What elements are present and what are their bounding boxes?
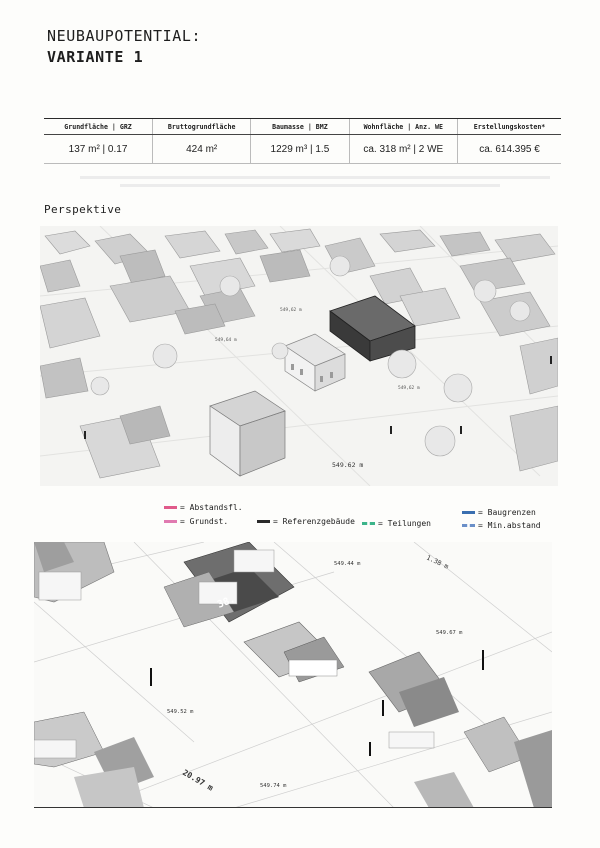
legend-label: = Grundst. — [180, 517, 229, 526]
page-title — [47, 26, 201, 68]
grundst-swatch — [164, 520, 177, 523]
legend-label: = Referenzgebäude — [273, 517, 355, 526]
faint-footnote-line — [80, 176, 550, 179]
legend-item-minabstand — [462, 521, 541, 530]
site-plan — [34, 542, 552, 808]
legend-item-abstand — [164, 503, 243, 512]
level-label: 549,64 m — [215, 338, 237, 343]
title-line-1: NEUBAUPOTENTIAL: — [47, 27, 202, 45]
referenz-swatch — [257, 520, 270, 523]
value-baumasse: 1229 m³ | 1.5 — [251, 135, 349, 164]
plan-dimension-label: 1.38 m — [425, 553, 450, 571]
value-grundflaeche: 137 m² | 0.17 — [44, 135, 153, 164]
value-erstellungskosten: ca. 614.395 € — [458, 135, 561, 164]
abstand-swatch — [164, 506, 177, 509]
plan-level-label: 549.44 m — [334, 561, 361, 567]
title-line-2: VARIANTE 1 — [47, 48, 144, 66]
legend-item-grundst — [164, 517, 228, 526]
metrics-header-row — [44, 119, 561, 135]
perspective-label: Perspektive — [44, 203, 122, 216]
plan-level-label: 549.67 m — [436, 630, 463, 636]
legend-label: = Teilungen — [378, 519, 431, 528]
legend-item-teilungen — [362, 519, 431, 528]
level-label: 549,62 m — [398, 386, 420, 391]
legend-label: = Min.abstand — [478, 521, 541, 530]
legend-item-referenz — [257, 517, 355, 526]
plan-dimension-label: 38. — [216, 593, 237, 611]
teilungen-swatch — [362, 522, 375, 525]
legend-item-baugrenzen — [462, 508, 536, 517]
plan-level-label: 549.52 m — [167, 709, 194, 715]
header-grundflaeche: Grundfläche | GRZ — [44, 119, 153, 135]
header-baumasse: Baumasse | BMZ — [251, 119, 349, 135]
perspective-view — [40, 226, 558, 486]
header-erstellungskosten: Erstellungskosten* — [458, 119, 561, 135]
header-wohnflaeche: Wohnfläche | Anz. WE — [349, 119, 458, 135]
minabstand-swatch — [462, 524, 475, 527]
plan-dimension-label: 20.97 m — [181, 767, 215, 793]
value-bruttogrundflaeche: 424 m² — [153, 135, 251, 164]
value-wohnflaeche: ca. 318 m² | 2 WE — [349, 135, 458, 164]
level-label: 549,62 m — [280, 308, 302, 313]
faint-footnote-line — [120, 184, 500, 187]
metrics-value-row — [44, 135, 561, 164]
level-label: 549.62 m — [332, 461, 364, 469]
legend-label: = Abstandsfl. — [180, 503, 243, 512]
legend-label: = Baugrenzen — [478, 508, 536, 517]
header-bruttogrundflaeche: Bruttogrundfläche — [153, 119, 251, 135]
baugrenzen-swatch — [462, 511, 475, 514]
plan-level-label: 549.74 m — [260, 783, 287, 789]
metrics-table — [44, 118, 561, 164]
bottom-rule — [34, 807, 552, 808]
